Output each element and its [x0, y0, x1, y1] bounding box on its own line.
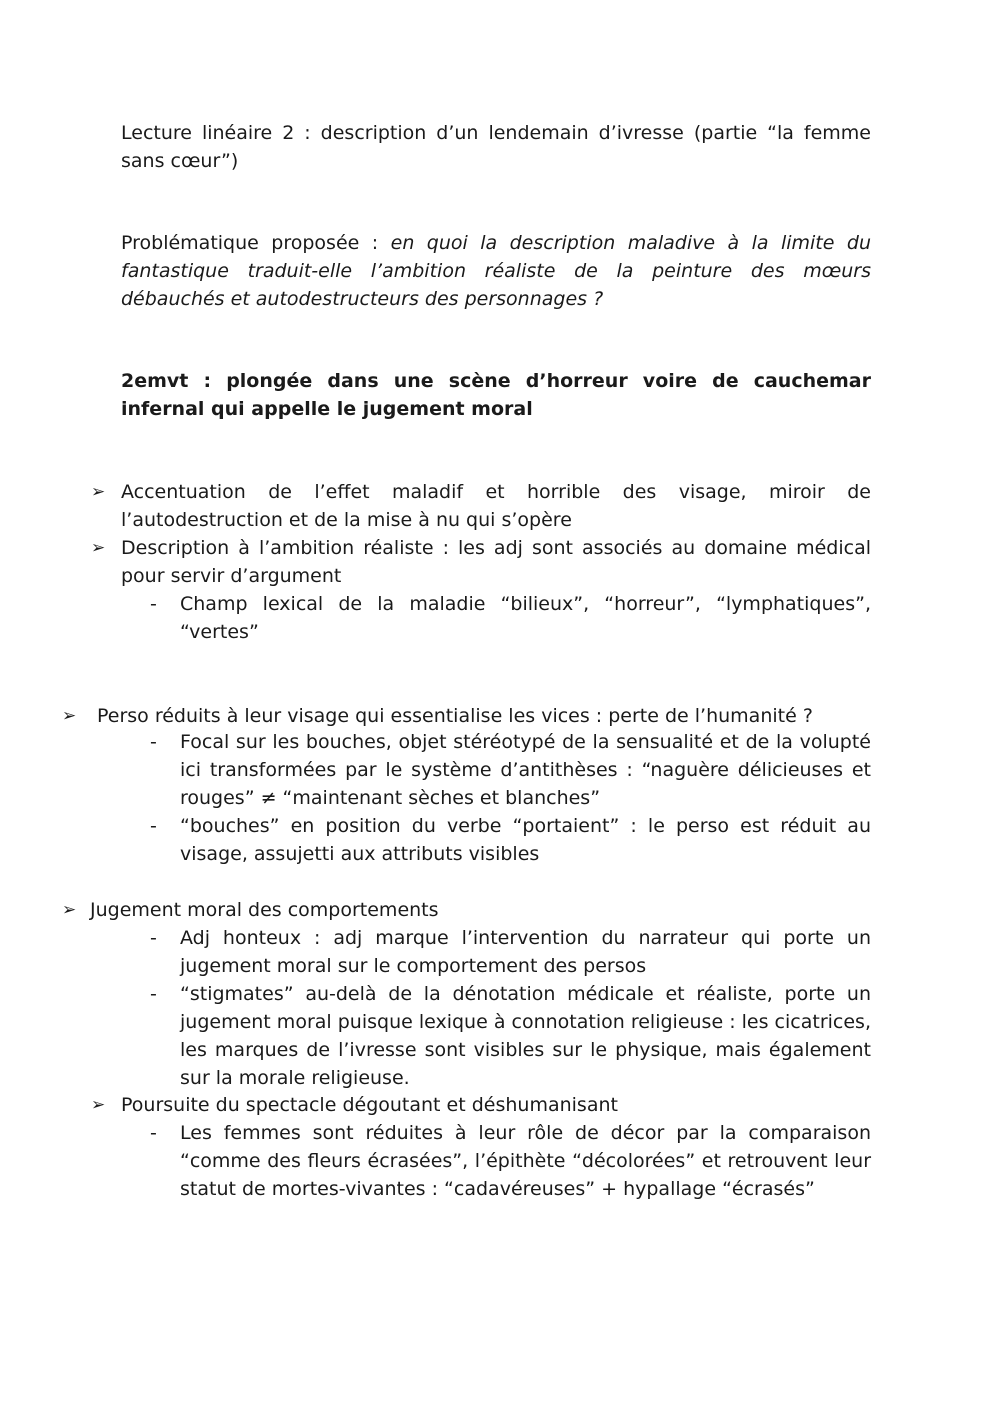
- bullet-text: Perso réduits à leur visage qui essentialise les vices : perte de l’humanité ?: [97, 705, 813, 727]
- problematique-label: Problématique proposée :: [121, 232, 391, 254]
- bullet-text: Jugement moral des comportements: [90, 899, 439, 921]
- sub-bullet-text: Focal sur les bouches, objet stéréotypé de la sensualité et de la volupté ici transformées par le système d’antithèses : “naguère délicieuses et rouges” ≠ “maintenant sèches et blanches”: [180, 731, 871, 809]
- bullet-text: Accentuation de l’effet maladif et horrible des visage, miroir de l’autodestruction et de la mise à nu qui s’opère: [121, 481, 871, 531]
- dash-bullet: -: [150, 927, 157, 949]
- bullet-text: Description à l’ambition réaliste : les adj sont associés au domaine médical pour servir d’argument: [121, 537, 871, 587]
- dash-bullet: -: [150, 593, 157, 615]
- bullet-text: Poursuite du spectacle dégoutant et déshumanisant: [121, 1094, 618, 1116]
- sub-bullet-text: Champ lexical de la maladie “bilieux”, “horreur”, “lymphatiques”, “vertes”: [180, 593, 871, 643]
- document-title: Lecture linéaire 2 : description d’un lendemain d’ivresse (partie “la femme sans cœur”): [121, 122, 871, 172]
- sub-bullet-text: Adj honteux : adj marque l’intervention du narrateur qui porte un jugement moral sur le comportement des persos: [180, 927, 871, 977]
- dash-bullet: -: [150, 815, 157, 837]
- dash-bullet: -: [150, 731, 157, 753]
- arrow-bullet-icon: ➢: [91, 538, 106, 558]
- problematique-text: en quoi la description maladive à la limite du fantastique traduit-elle l’ambition réaliste de la peinture des mœurs débauchés et autodestructeurs des personnages ?: [121, 232, 871, 310]
- arrow-bullet-icon: ➢: [62, 706, 77, 726]
- sub-bullet-text: Les femmes sont réduites à leur rôle de décor par la comparaison “comme des fleurs écrasées”, l’épithète “décolorées” et retrouvent leur statut de mortes-vivantes : “cadavéreuses” + hypallage “écrasés”: [180, 1122, 871, 1200]
- arrow-bullet-icon: ➢: [91, 482, 106, 502]
- sub-bullet-text: “stigmates” au-delà de la dénotation médicale et réaliste, porte un jugement moral puisque lexique à connotation religieuse : les cicatrices, les marques de l’ivresse sont visibles sur le physique, mais également sur la morale religieuse.: [180, 983, 871, 1089]
- sub-bullet-text: “bouches” en position du verbe “portaient” : le perso est réduit au visage, assujetti aux attributs visibles: [180, 815, 871, 865]
- dash-bullet: -: [150, 983, 157, 1005]
- arrow-bullet-icon: ➢: [62, 900, 77, 920]
- dash-bullet: -: [150, 1122, 157, 1144]
- problematique-paragraph: [121, 229, 871, 313]
- arrow-bullet-icon: ➢: [91, 1095, 106, 1115]
- section-heading: 2emvt : plongée dans une scène d’horreur voire de cauchemar infernal qui appelle le jugement moral: [121, 370, 871, 420]
